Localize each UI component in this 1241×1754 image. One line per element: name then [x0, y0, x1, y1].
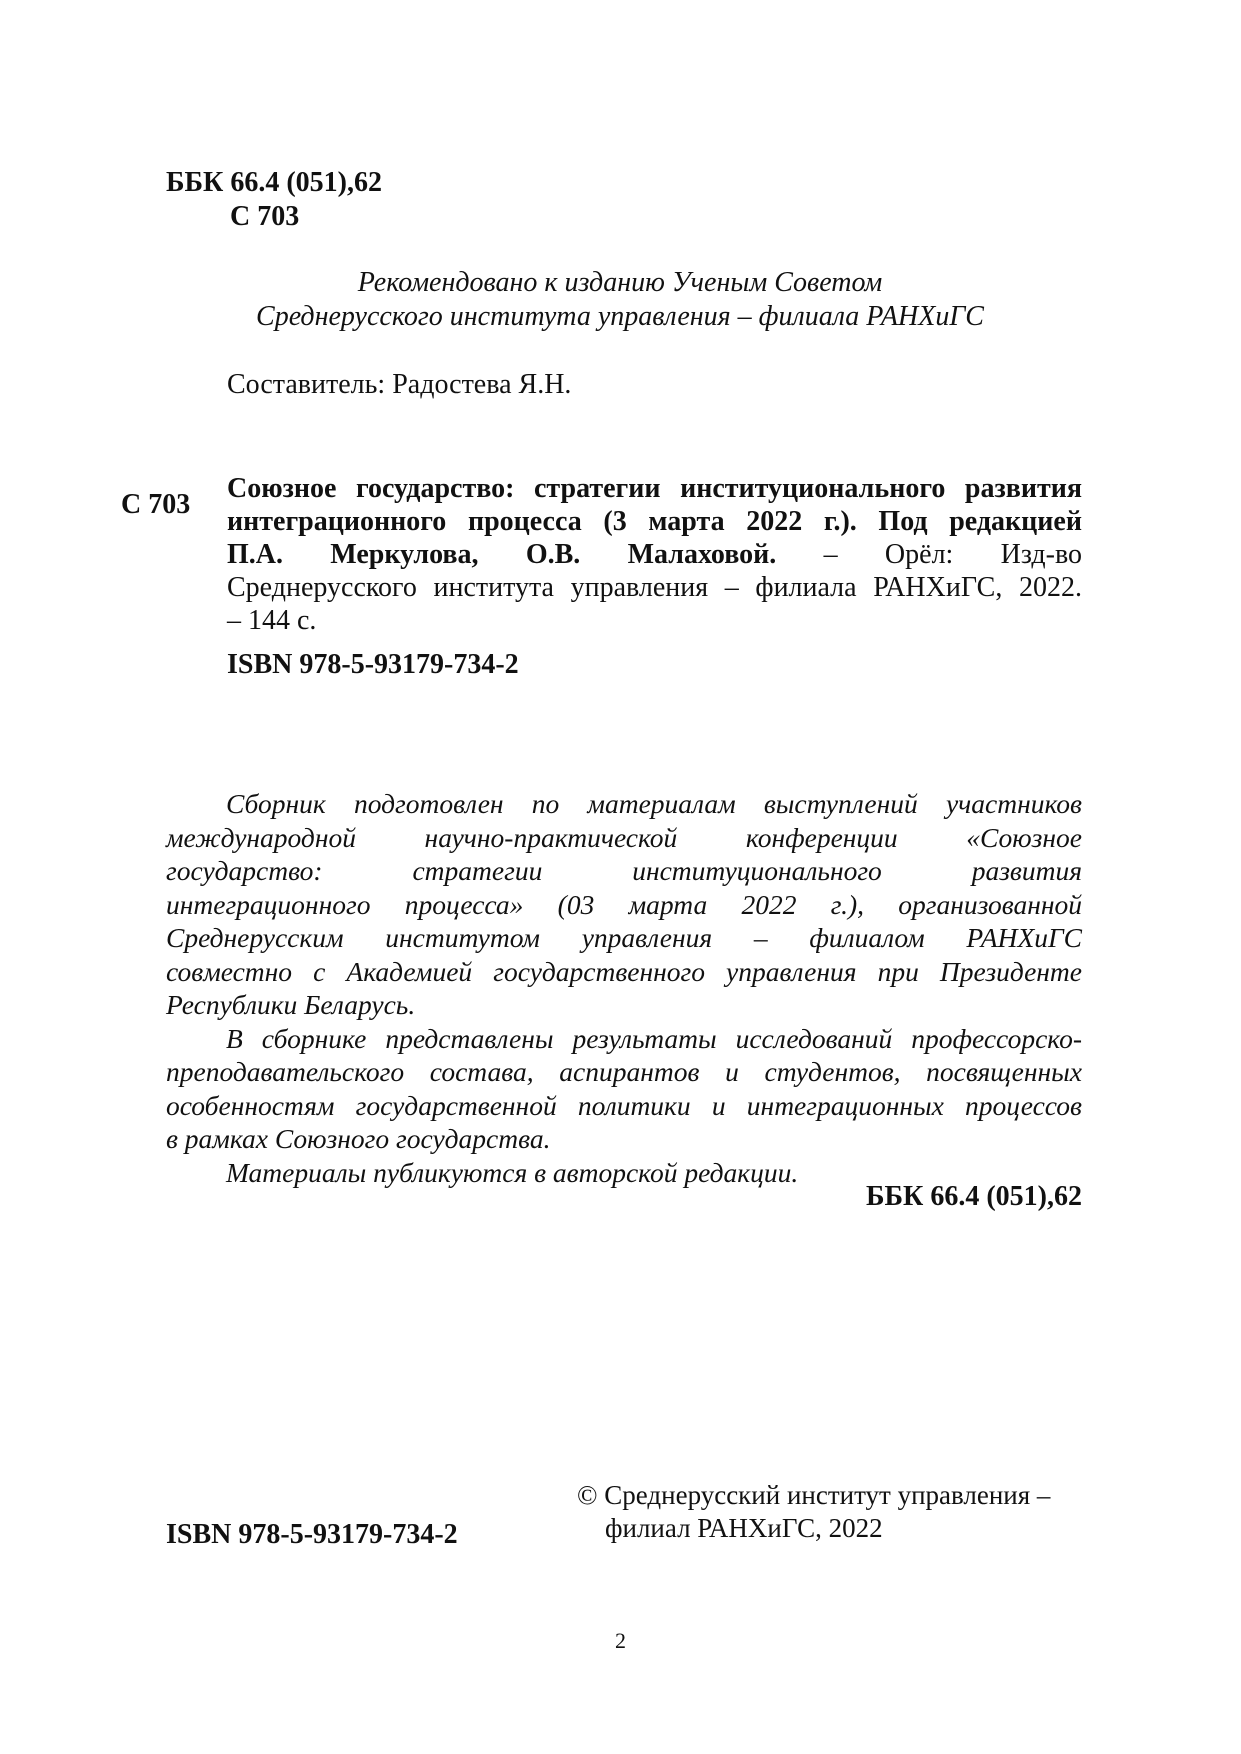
- recommendation-line-2: Среднерусского института управления – филиала РАНХиГС: [256, 301, 984, 332]
- entry-title-line-1: Союзное государство: стратегии институционального развития: [227, 473, 1082, 504]
- entry-editors-line: [227, 538, 1082, 571]
- abstract-p2-line-3: особенностям государственной политики и интеграционных процессов: [166, 1089, 1082, 1121]
- bbk-index-bottom: ББК 66.4 (051),62: [866, 1181, 1082, 1212]
- abstract-p1-line-6: совместно с Академией государственного управления при Президенте: [166, 955, 1082, 987]
- abstract-p1-line-5: Среднерусским институтом управления – филиалом РАНХиГС: [166, 922, 1082, 953]
- bbk-index-top: ББК 66.4 (051),62: [166, 167, 382, 198]
- abstract-p3: Материалы публикуются в авторской редакции.: [226, 1156, 799, 1188]
- author-code-top: С 703: [230, 201, 300, 232]
- recommendation-note: [200, 266, 1040, 334]
- abstract-p1-line-1: Сборник подготовлен по материалам выступлений участников: [226, 788, 1082, 819]
- bibliographic-entry: [227, 472, 1082, 637]
- abstract-p1-line-7: Республики Беларусь.: [166, 989, 416, 1020]
- abstract: [166, 787, 1082, 1189]
- entry-pages-line: – 144 с.: [227, 605, 317, 636]
- isbn-bottom: ISBN 978-5-93179-734-2: [166, 1519, 458, 1550]
- entry-editors: П.А. Меркулова, О.В. Малаховой.: [227, 539, 777, 570]
- copyright-notice: [577, 1479, 1050, 1545]
- entry-publisher-start: – Орёл: Изд-во: [823, 539, 1082, 570]
- abstract-p1-line-2: международной научно-практической конференции «Союзное: [166, 821, 1082, 853]
- entry-isbn: ISBN 978-5-93179-734-2: [227, 649, 519, 680]
- compiler-line: Составитель: Радостева Я.Н.: [227, 369, 572, 400]
- page-number: 2: [615, 1628, 626, 1653]
- abstract-p1-line-3: государство: стратегии институционального развития: [166, 855, 1082, 886]
- entry-author-code: С 703: [121, 489, 191, 520]
- copyright-line-2: филиал РАНХиГС, 2022: [605, 1513, 883, 1543]
- abstract-p1-line-4: интеграционного процесса» (03 марта 2022 г.), организованной: [166, 888, 1082, 920]
- abstract-p2-line-4: в рамках Союзного государства.: [166, 1123, 551, 1154]
- copyright-line-1: © Среднерусский институт управления –: [577, 1480, 1051, 1510]
- abstract-p2-line-2: преподавательского состава, аспирантов и студентов, посвященных: [166, 1056, 1082, 1087]
- entry-publisher-line: Среднерусского института управления – филиала РАНХиГС, 2022.: [227, 572, 1082, 603]
- entry-title-line-2: интеграционного процесса (3 марта 2022 г.). Под редакцией: [227, 506, 1082, 537]
- abstract-p2-line-1: В сборнике представлены результаты исследований профессорско-: [226, 1022, 1082, 1054]
- recommendation-line-1: Рекомендовано к изданию Ученым Советом: [357, 267, 883, 298]
